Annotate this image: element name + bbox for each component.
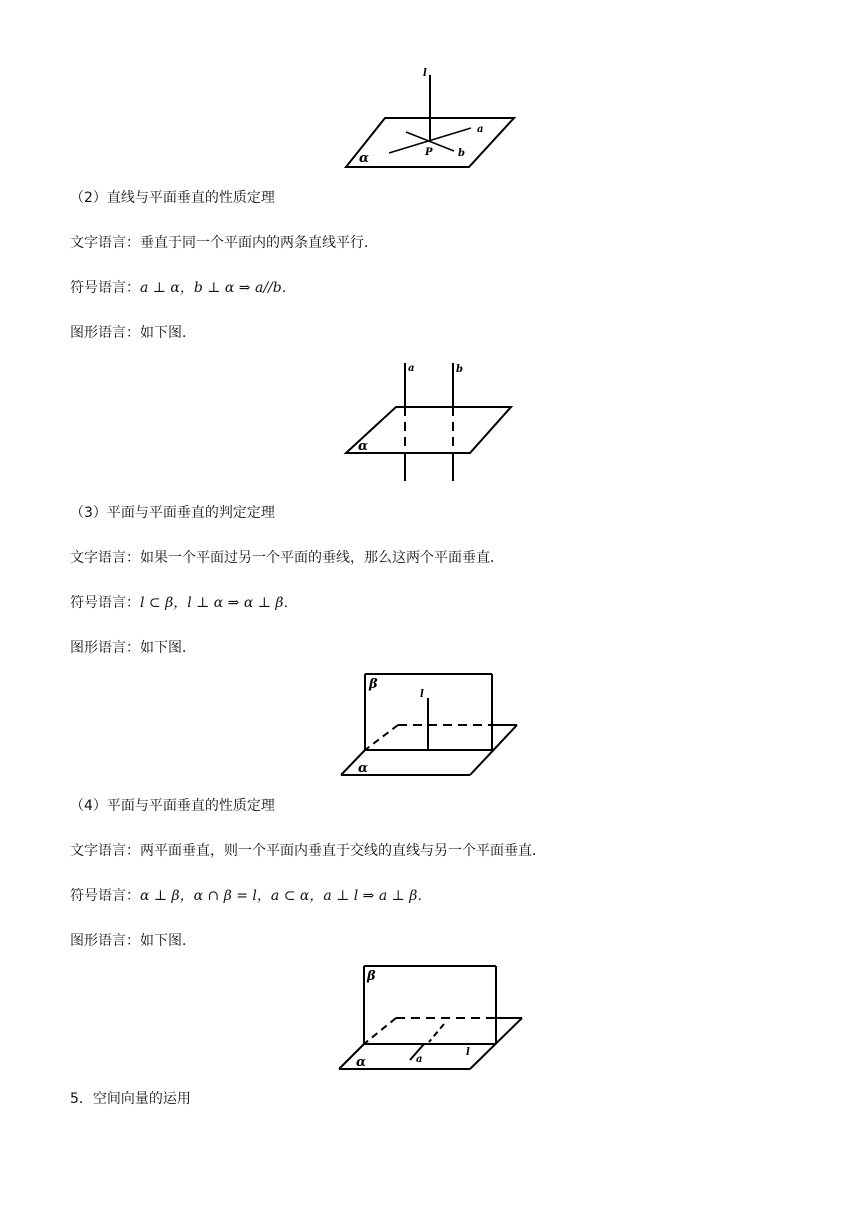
label-a: a [477,124,484,135]
section-heading: （3）平面与平面垂直的判定定理 [70,505,275,521]
label-alpha: α [358,439,369,454]
figure-line-perpendicular-plane [340,60,520,175]
figure-perpendicular-planes-property [336,962,526,1074]
graphic-language: 图形语言：如下图． [70,325,196,341]
symbol-language [70,279,296,297]
symbol-prefix: 符号语言： [70,595,140,611]
section-heading: 5．空间向量的运用 [70,1091,191,1107]
symbol-prefix: 符号语言： [70,888,140,904]
label-alpha: α [356,1055,367,1070]
label-l: l [423,68,427,79]
text-language: 文字语言：两平面垂直，则一个平面内垂直于交线的直线与另一个平面垂直． [70,843,546,859]
figure-perpendicular-planes-judgment [338,670,523,782]
graphic-language: 图形语言：如下图． [70,933,196,949]
label-alpha: α [358,761,369,776]
symbol-expression: α ⊥ β，α ∩ β = l，a ⊂ α，a ⊥ l ⇒ a ⊥ β． [140,888,432,904]
line-a-hidden [429,1024,444,1042]
symbol-prefix: 符号语言： [70,280,140,296]
label-l: l [466,1047,470,1058]
label-a: a [408,363,415,374]
graphic-language: 图形语言：如下图． [70,640,196,656]
section-heading: （2）直线与平面垂直的性质定理 [70,190,275,206]
plane-alpha-left-hidden [364,1018,396,1044]
symbol-language [70,594,297,612]
plane-alpha [346,407,511,453]
label-beta: β [369,677,378,692]
label-b: b [458,148,465,159]
label-a: a [416,1054,423,1065]
plane-alpha-left-hidden [365,725,398,750]
text-language: 文字语言：如果一个平面过另一个平面的垂线，那么这两个平面垂直． [70,550,504,566]
label-alpha: α [359,151,370,166]
figure-parallel-perpendicular-lines [340,360,520,485]
label-p: P [425,147,433,158]
symbol-expression: a ⊥ α，b ⊥ α ⇒ a//b． [140,280,296,296]
label-b: b [456,364,463,375]
symbol-expression: l ⊂ β，l ⊥ α ⇒ α ⊥ β． [140,595,298,611]
label-l: l [420,689,424,700]
symbol-language [70,887,431,905]
text-language: 文字语言：垂直于同一个平面内的两条直线平行． [70,235,378,251]
label-beta: β [367,969,376,984]
section-heading: （4）平面与平面垂直的性质定理 [70,798,275,814]
